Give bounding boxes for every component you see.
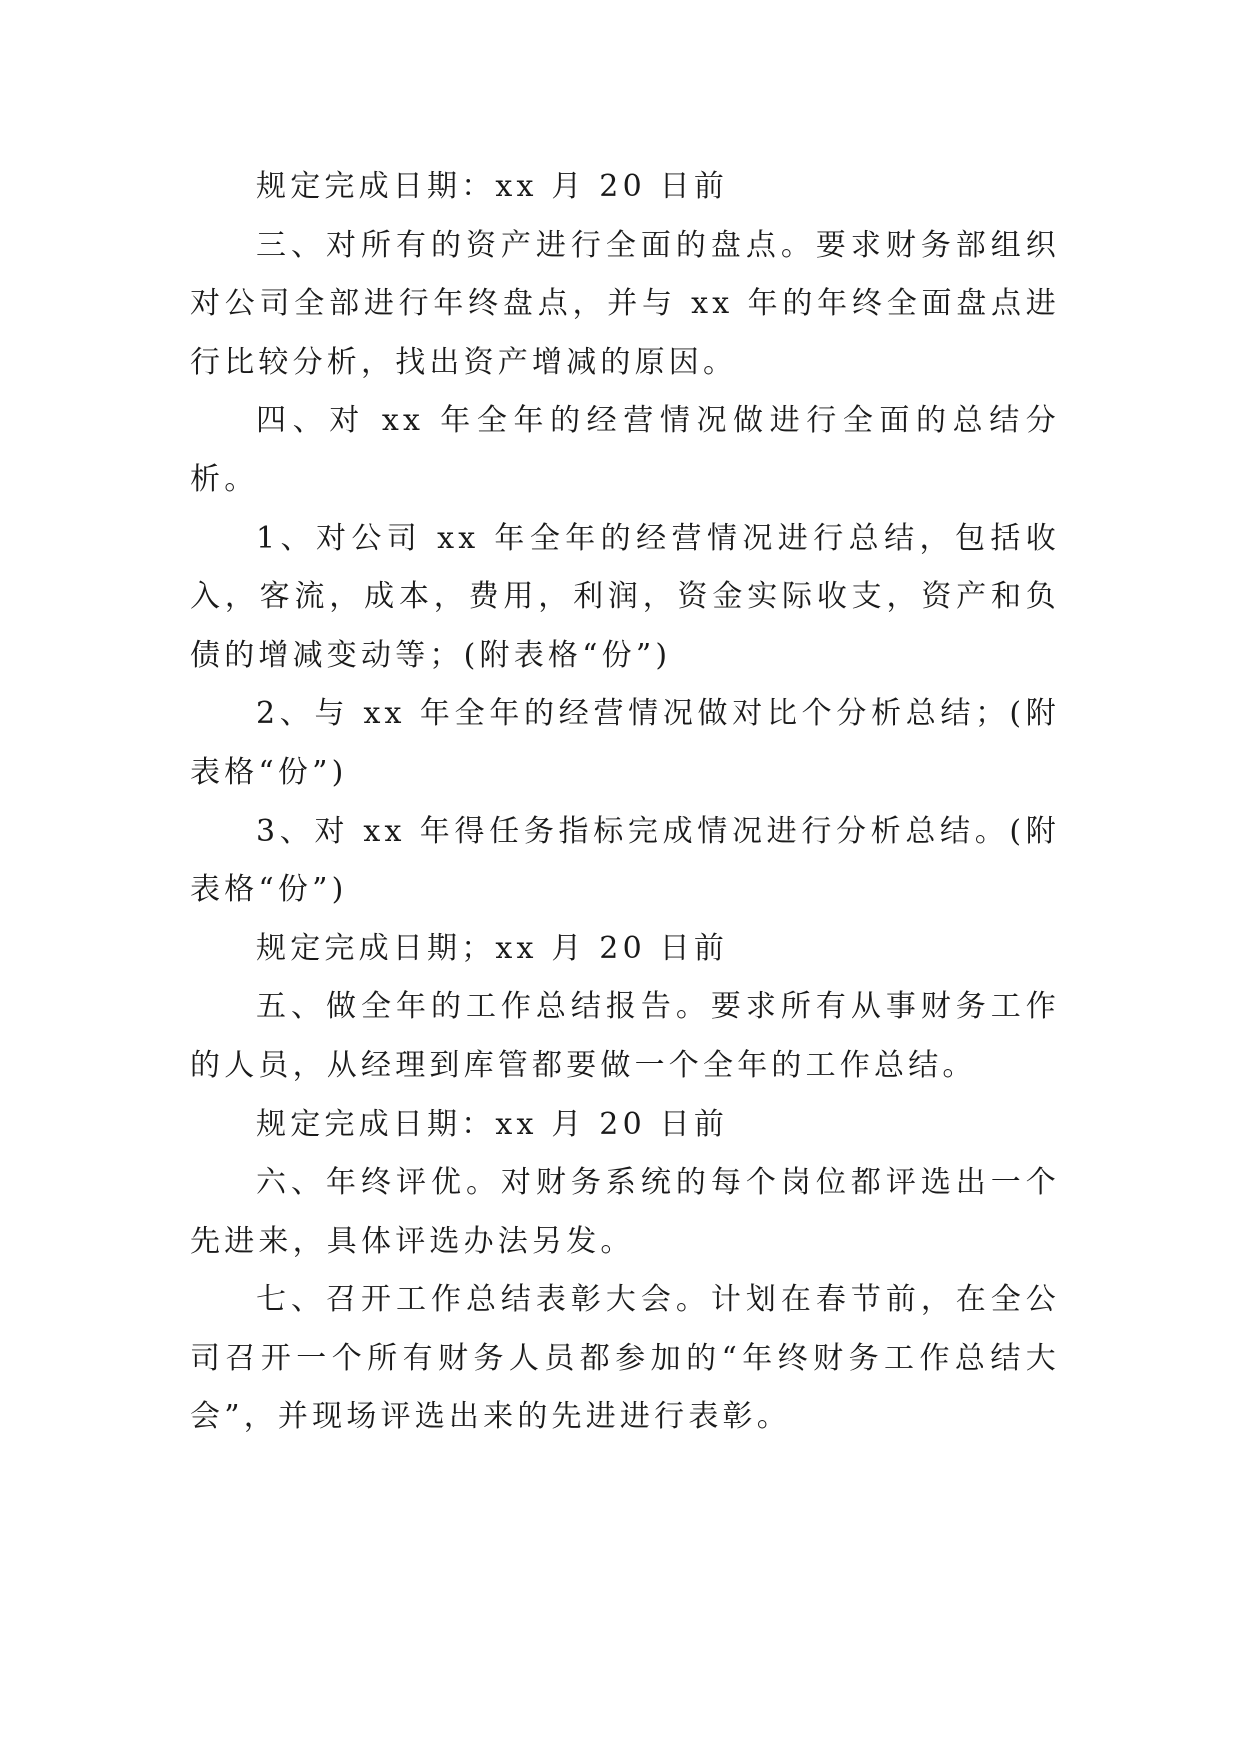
paragraph-item-1: 1、对公司 xx 年全年的经营情况进行总结，包括收入，客流，成本，费用，利润，资金实际收支，资产和负债的增减变动等；(附表格“份”)	[190, 520, 1060, 673]
paragraph-section-4-annual-summary: 四、对 xx 年全年的经营情况做进行全面的总结分析。	[190, 403, 1060, 497]
paragraph-section-3-asset-inventory: 三、对所有的资产进行全面的盘点。要求财务部组织对公司全部进行年终盘点，并与 xx 年的年终全面盘点进行比较分析，找出资产增减的原因。	[190, 227, 1060, 380]
paragraph-section-5-work-report: 五、做全年的工作总结报告。要求所有从事财务工作的人员，从经理到库管都要做一个全年的工作总结。	[190, 989, 1060, 1083]
paragraph-item-2: 2、与 xx 年全年的经营情况做对比个分析总结；(附表格“份”)	[190, 696, 1060, 790]
paragraph-deadline-1: 规定完成日期：xx 月 20 日前	[256, 169, 729, 204]
paragraph-section-6-evaluation: 六、年终评优。对财务系统的每个岗位都评选出一个先进来，具体评选办法另发。	[190, 1165, 1060, 1259]
paragraph-item-3: 3、对 xx 年得任务指标完成情况进行分析总结。(附表格“份”)	[190, 813, 1060, 908]
paragraph-deadline-3: 规定完成日期：xx 月 20 日前	[256, 1106, 729, 1142]
paragraph-deadline-2: 规定完成日期；xx 月 20 日前	[256, 930, 729, 966]
paragraph-section-7-commendation: 七、召开工作总结表彰大会。计划在春节前，在全公司召开一个所有财务人员都参加的“年终财务工作总结大会”，并现场评选出来的先进进行表彰。	[190, 1282, 1060, 1435]
document-body	[190, 158, 1060, 1447]
